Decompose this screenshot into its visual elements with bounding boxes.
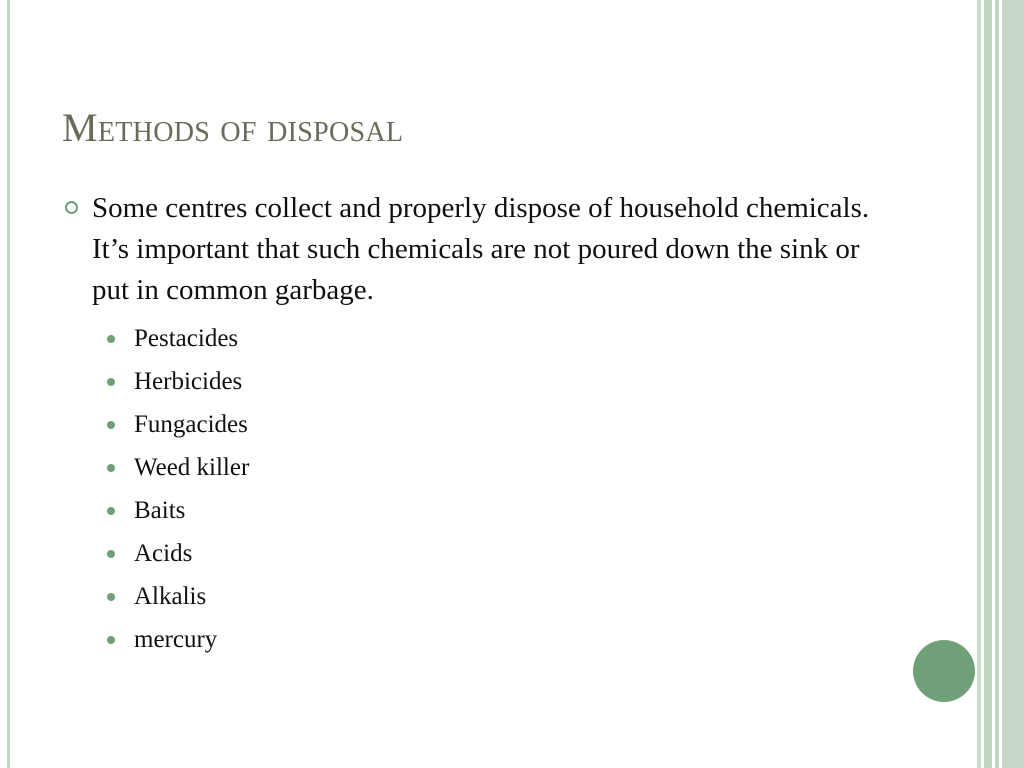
dot-bullet-icon: [107, 593, 115, 601]
stripe: [977, 0, 981, 768]
list-item: [62, 489, 892, 532]
list-item: [62, 575, 892, 618]
dot-bullet-icon: [107, 507, 115, 515]
list-item-label: Herbicides: [134, 368, 243, 395]
dot-bullet-icon: [107, 421, 115, 429]
list-item-label: Weed killer: [134, 454, 250, 481]
list-item: [62, 446, 892, 489]
main-bullet-point: [62, 188, 892, 311]
left-border-line: [7, 0, 10, 768]
slide-content: [62, 188, 892, 661]
ring-bullet-icon: [65, 201, 78, 214]
list-item: [62, 317, 892, 360]
list-item-label: Pestacides: [134, 325, 239, 352]
right-decorative-stripes: [977, 0, 1024, 768]
list-item: [62, 403, 892, 446]
main-bullet-text: Some centres collect and properly dispose of household chemicals. It’s important that such chemicals are not poured down the sink or put in common garbage.: [92, 192, 870, 306]
accent-circle: [913, 640, 975, 702]
dot-bullet-icon: [107, 464, 115, 472]
dot-bullet-icon: [107, 378, 115, 386]
list-item-label: Baits: [134, 497, 186, 524]
dot-bullet-icon: [107, 335, 115, 343]
dot-bullet-icon: [107, 550, 115, 558]
stripe: [984, 0, 992, 768]
stripe: [995, 0, 999, 768]
slide-title: Methods of disposal: [62, 105, 404, 150]
list-item: [62, 618, 892, 661]
dot-bullet-icon: [107, 636, 115, 644]
list-item-label: Fungacides: [134, 411, 248, 438]
list-item-label: Acids: [134, 540, 193, 567]
list-item: [62, 532, 892, 575]
list-item-label: Alkalis: [134, 583, 207, 610]
list-item: [62, 360, 892, 403]
sub-bullet-list: [62, 317, 892, 661]
stripe: [1002, 0, 1024, 768]
list-item-label: mercury: [134, 626, 218, 653]
